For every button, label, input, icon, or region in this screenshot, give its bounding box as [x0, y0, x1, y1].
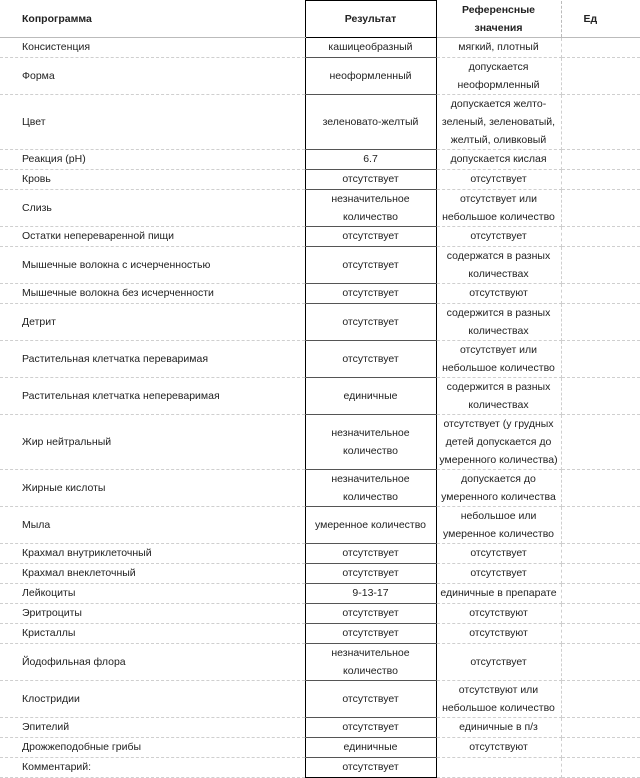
table-row — [0, 303, 640, 340]
row-unit-cell — [561, 189, 640, 226]
row-result-cell: отсутствует — [305, 246, 436, 283]
header-unit: Ед — [561, 1, 640, 38]
row-name-cell: Клостридии — [0, 680, 305, 717]
table-row — [0, 57, 640, 94]
row-result-cell: единичные — [305, 737, 436, 757]
row-name-cell: Растительная клетчатка переваримая — [0, 340, 305, 377]
row-reference-cell: отсутствует — [436, 169, 561, 189]
header-coprogram: Копрограмма — [0, 1, 305, 38]
table-row — [0, 94, 640, 149]
row-unit-cell — [561, 169, 640, 189]
row-result-cell: отсутствует — [305, 757, 436, 777]
row-name-cell: Йодофильная флора — [0, 643, 305, 680]
row-unit-cell — [561, 37, 640, 57]
table-row — [0, 583, 640, 603]
table-row — [0, 149, 640, 169]
row-reference-cell: отсутствует (у грудных детей допускается до умеренного количества) — [436, 414, 561, 469]
row-unit-cell — [561, 303, 640, 340]
row-name-cell: Жир нейтральный — [0, 414, 305, 469]
row-name-cell: Цвет — [0, 94, 305, 149]
row-reference-cell: мягкий, плотный — [436, 37, 561, 57]
row-unit-cell — [561, 414, 640, 469]
row-name-cell: Слизь — [0, 189, 305, 226]
row-unit-cell — [561, 377, 640, 414]
row-unit-cell — [561, 623, 640, 643]
table-row — [0, 283, 640, 303]
row-name-cell: Эритроциты — [0, 603, 305, 623]
row-result-cell: единичные — [305, 377, 436, 414]
row-reference-cell: отсутствуют — [436, 603, 561, 623]
row-result-cell: незначительное количество — [305, 469, 436, 506]
row-result-cell: отсутствует — [305, 717, 436, 737]
table-row — [0, 414, 640, 469]
table-header-row — [0, 1, 640, 38]
table-row — [0, 377, 640, 414]
row-name-cell: Жирные кислоты — [0, 469, 305, 506]
table-row — [0, 543, 640, 563]
row-name-cell: Эпителий — [0, 717, 305, 737]
table-row — [0, 37, 640, 57]
row-unit-cell — [561, 94, 640, 149]
header-result: Результат — [305, 1, 436, 38]
table-row — [0, 757, 640, 777]
row-result-cell: зеленовато-желтый — [305, 94, 436, 149]
row-result-cell: отсутствует — [305, 340, 436, 377]
row-result-cell: отсутствует — [305, 680, 436, 717]
row-unit-cell — [561, 283, 640, 303]
header-reference: Референсные значения — [436, 1, 561, 38]
row-reference-cell: допускается до умеренного количества — [436, 469, 561, 506]
row-name-cell: Лейкоциты — [0, 583, 305, 603]
table-row — [0, 603, 640, 623]
row-unit-cell — [561, 717, 640, 737]
row-name-cell: Кровь — [0, 169, 305, 189]
row-unit-cell — [561, 680, 640, 717]
row-reference-cell: единичные в п/з — [436, 717, 561, 737]
table-row — [0, 169, 640, 189]
table-row — [0, 469, 640, 506]
row-reference-cell: содержится в разных количествах — [436, 303, 561, 340]
row-reference-cell: небольшое или умеренное количество — [436, 506, 561, 543]
row-result-cell: 9-13-17 — [305, 583, 436, 603]
row-reference-cell: допускается неоформленный — [436, 57, 561, 94]
row-name-cell: Реакция (рН) — [0, 149, 305, 169]
row-unit-cell — [561, 737, 640, 757]
table-row — [0, 623, 640, 643]
row-reference-cell: содержатся в разных количествах — [436, 246, 561, 283]
row-reference-cell: допускается кислая — [436, 149, 561, 169]
row-reference-cell: отсутствует — [436, 543, 561, 563]
row-reference-cell: допускается желто-зеленый, зеленоватый, желтый, оливковый — [436, 94, 561, 149]
row-unit-cell — [561, 543, 640, 563]
row-reference-cell: отсутствуют — [436, 623, 561, 643]
row-result-cell: неоформленный — [305, 57, 436, 94]
table-row — [0, 643, 640, 680]
row-name-cell: Детрит — [0, 303, 305, 340]
row-name-cell: Форма — [0, 57, 305, 94]
row-result-cell: умеренное количество — [305, 506, 436, 543]
row-reference-cell: отсутствуют — [436, 283, 561, 303]
row-unit-cell — [561, 603, 640, 623]
row-unit-cell — [561, 226, 640, 246]
table-row — [0, 340, 640, 377]
row-unit-cell — [561, 149, 640, 169]
row-reference-cell: отсутствуют или небольшое количество — [436, 680, 561, 717]
row-result-cell: отсутствует — [305, 283, 436, 303]
row-result-cell: незначительное количество — [305, 189, 436, 226]
row-result-cell: отсутствует — [305, 303, 436, 340]
row-unit-cell — [561, 57, 640, 94]
row-reference-cell: отсутствует или небольшое количество — [436, 189, 561, 226]
row-reference-cell: отсутствуют — [436, 737, 561, 757]
row-result-cell: незначительное количество — [305, 414, 436, 469]
row-result-cell: незначительное количество — [305, 643, 436, 680]
row-result-cell: отсутствует — [305, 603, 436, 623]
row-unit-cell — [561, 643, 640, 680]
table-row — [0, 563, 640, 583]
table-body — [0, 37, 640, 777]
table-row — [0, 189, 640, 226]
row-name-cell: Мышечные волокна без исчерченности — [0, 283, 305, 303]
row-result-cell: отсутствует — [305, 226, 436, 246]
row-result-cell: отсутствует — [305, 543, 436, 563]
row-name-cell: Растительная клетчатка непереваримая — [0, 377, 305, 414]
row-name-cell: Дрожжеподобные грибы — [0, 737, 305, 757]
table-row — [0, 246, 640, 283]
row-result-cell: отсутствует — [305, 169, 436, 189]
table-row — [0, 226, 640, 246]
row-name-cell: Консистенция — [0, 37, 305, 57]
row-unit-cell — [561, 340, 640, 377]
table-row — [0, 737, 640, 757]
row-name-cell: Мышечные волокна с исчерченностью — [0, 246, 305, 283]
row-name-cell: Мыла — [0, 506, 305, 543]
row-result-cell: отсутствует — [305, 623, 436, 643]
row-unit-cell — [561, 583, 640, 603]
row-reference-cell: отсутствует — [436, 643, 561, 680]
row-reference-cell: отсутствует — [436, 226, 561, 246]
row-reference-cell: отсутствует — [436, 563, 561, 583]
table-row — [0, 680, 640, 717]
row-unit-cell — [561, 563, 640, 583]
row-name-cell: Комментарий: — [0, 757, 305, 777]
row-reference-cell: единичные в препарате — [436, 583, 561, 603]
table-row — [0, 717, 640, 737]
row-result-cell: кашицеобразный — [305, 37, 436, 57]
row-reference-cell — [436, 757, 561, 777]
row-unit-cell — [561, 506, 640, 543]
row-unit-cell — [561, 246, 640, 283]
row-unit-cell — [561, 469, 640, 506]
row-reference-cell: содержится в разных количествах — [436, 377, 561, 414]
row-name-cell: Кристаллы — [0, 623, 305, 643]
row-unit-cell — [561, 757, 640, 777]
table-row — [0, 506, 640, 543]
row-name-cell: Крахмал внутриклеточный — [0, 543, 305, 563]
row-result-cell: отсутствует — [305, 563, 436, 583]
row-name-cell: Остатки непереваренной пищи — [0, 226, 305, 246]
row-result-cell: 6.7 — [305, 149, 436, 169]
row-reference-cell: отсутствует или небольшое количество — [436, 340, 561, 377]
row-name-cell: Крахмал внеклеточный — [0, 563, 305, 583]
